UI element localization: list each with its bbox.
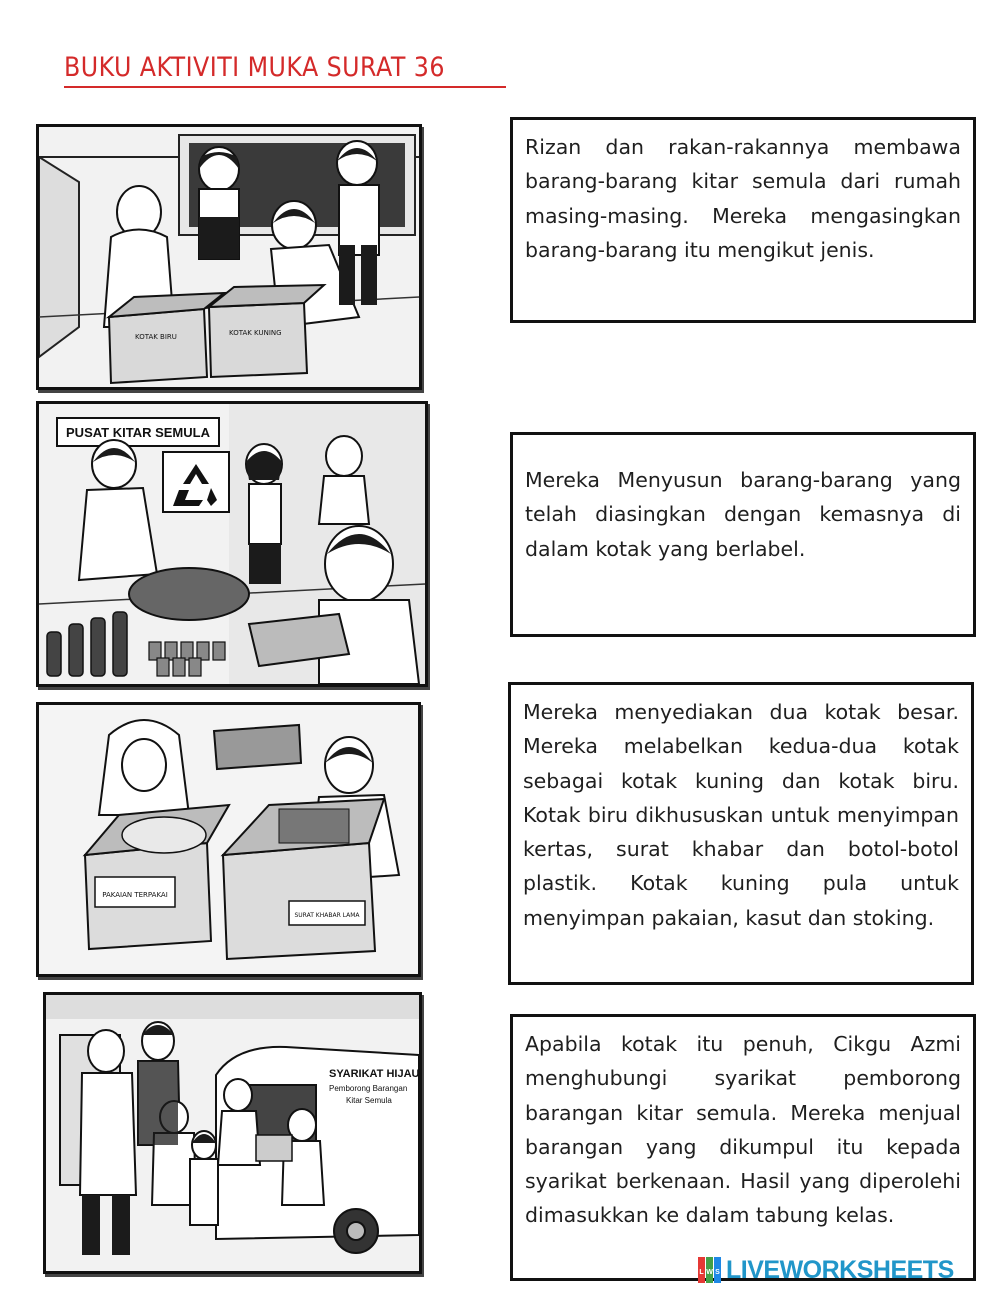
packing-boxes-illustration — [39, 705, 418, 974]
logo-letter-w: W — [706, 1269, 713, 1276]
recycling-centre-illustration — [39, 404, 425, 684]
illustration-panel-3 — [36, 702, 421, 977]
logo-letter-s: S — [715, 1269, 720, 1276]
story-text-2: Mereka Menyusun barang-barang yang telah diasingkan dengan kemasnya di dalam kotak yang berlabel. — [525, 468, 961, 561]
van-subtitle-2: Kitar Semula — [346, 1096, 392, 1105]
story-text-1: Rizan dan rakan-rakannya membawa barang-barang kitar semula dari rumah masing-masing. Mereka mengasingkan barang-barang itu mengikut jenis. — [525, 135, 961, 262]
text-box-4 — [510, 1014, 976, 1281]
van-company-name: SYARIKAT HIJAU — [329, 1068, 419, 1080]
text-box-2 — [510, 432, 976, 637]
text-box-1 — [510, 117, 976, 323]
classroom-sorting-illustration — [39, 127, 419, 387]
brand-name: LIVEWORKSHEETS — [726, 1255, 954, 1284]
illustration-panel-2 — [36, 401, 428, 687]
box-label-pakaian: PAKAIAN TERPAKAI — [102, 891, 168, 899]
text-box-3 — [508, 682, 974, 985]
liveworksheets-brand — [698, 1255, 954, 1285]
van-subtitle-1: Pemborong Barangan — [329, 1084, 408, 1093]
company-van-illustration — [46, 995, 419, 1271]
illustration-panel-4 — [43, 992, 422, 1274]
logo-letter-l: L — [699, 1269, 704, 1276]
illustration-panel-1 — [36, 124, 422, 390]
story-text-4: Apabila kotak itu penuh, Cikgu Azmi menghubungi syarikat pemborong barangan kitar semula. Mereka menjual barangan yang dikumpul itu kepada syarikat berkenaan. Hasil yang diperolehi dimasukkan ke dalam tabung kelas. — [525, 1032, 961, 1228]
story-text-3: Mereka menyediakan dua kotak besar. Mereka melabelkan kedua-dua kotak sebagai kotak kuning dan kotak biru. Kotak biru dikhususkan untuk menyimpan kertas, surat khabar dan botol-botol plastik. Kotak kuning pula untuk menyimpan pakaian, kasut dan stoking. — [523, 700, 959, 930]
recycle-centre-sign: PUSAT KITAR SEMULA — [66, 425, 210, 440]
page-title: BUKU AKTIVITI MUKA SURAT 36 — [64, 52, 445, 83]
liveworksheets-logo-icon — [698, 1257, 722, 1283]
box-label-surat-khabar: SURAT KHABAR LAMA — [294, 912, 360, 919]
box-label-biru: KOTAK BIRU — [135, 333, 177, 341]
title-underline — [64, 86, 506, 88]
box-label-kuning: KOTAK KUNING — [229, 329, 282, 337]
